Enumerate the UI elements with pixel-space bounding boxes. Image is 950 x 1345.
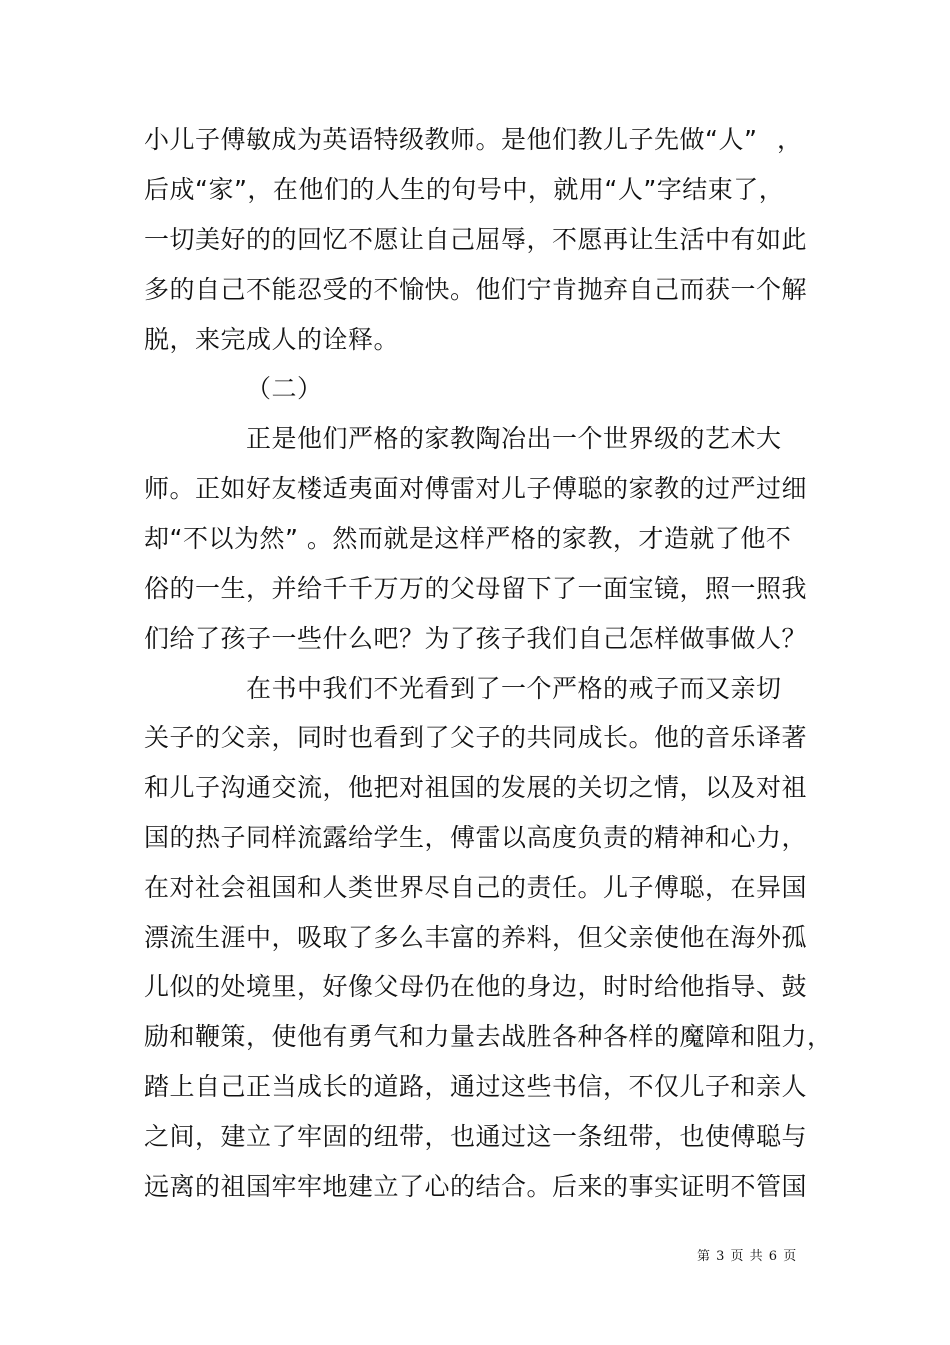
paragraph-line: 俗的一生，并给千千万万的父母留下了一面宝镜，照一照我 [144, 574, 808, 603]
paragraph-line: 小儿子傅敏成为英语特级教师。是他们教儿子先做“人” [144, 125, 758, 154]
paragraph-line: 之间，建立了牢固的纽带，也通过这一条纽带，也使傅聪与 [144, 1122, 808, 1151]
paragraph-line: 远离的祖国牢牢地建立了心的结合。后来的事实证明不管国 [144, 1172, 808, 1201]
paragraph-line: 和儿子沟通交流，他把对祖国的发展的关切之情，以及对祖 [144, 773, 808, 802]
paragraph-line: 一切美好的的回忆不愿让自己屈辱，不愿再让生活中有如此 [144, 225, 808, 254]
paragraph-line: 脱，来完成人的诠释。 [144, 325, 400, 354]
paragraph-line: 后成“家”，在他们的人生的句号中，就用“人”字结束了， [144, 175, 785, 204]
paragraph-line: 正是他们严格的家教陶冶出一个世界级的艺术大 [246, 424, 782, 453]
paragraph-line: 关子的父亲，同时也看到了父子的共同成长。他的音乐译著 [144, 723, 808, 752]
paragraph-line: 踏上自己正当成长的道路，通过这些书信，不仅儿子和亲人 [144, 1072, 808, 1101]
paragraph-line: 在书中我们不光看到了一个严格的戒子而又亲切 [246, 674, 782, 703]
paragraph-line: 们给了孩子一些什么吧？为了孩子我们自己怎样做事做人？ [144, 624, 808, 653]
trailing-comma: ， [777, 125, 803, 154]
page-number-footer: 第 3 页 共 6 页 [697, 1249, 798, 1264]
paragraph-line: 在对社会祖国和人类世界尽自己的责任。儿子傅聪，在异国 [144, 873, 808, 902]
paragraph-line: 励和鞭策，使他有勇气和力量去战胜各种各样的魔障和阻力， [144, 1022, 833, 1051]
paragraph-line: 国的热子同样流露给学生，傅雷以高度负责的精神和心力， [144, 823, 808, 852]
section-heading: （二） [246, 374, 323, 403]
paragraph-line: 却“不以为然” 。然而就是这样严格的家教，才造就了他不 [144, 524, 792, 553]
paragraph-line: 多的自己不能忍受的不愉快。他们宁肯抛弃自己而获一个解 [144, 275, 808, 304]
paragraph-line: 师。正如好友楼适夷面对傅雷对儿子傅聪的家教的过严过细 [144, 474, 808, 503]
paragraph-line: 漂流生涯中，吸取了多么丰富的养料，但父亲使他在海外孤 [144, 923, 808, 952]
paragraph-line: 儿似的处境里，好像父母仍在他的身边，时时给他指导、鼓 [144, 972, 808, 1001]
